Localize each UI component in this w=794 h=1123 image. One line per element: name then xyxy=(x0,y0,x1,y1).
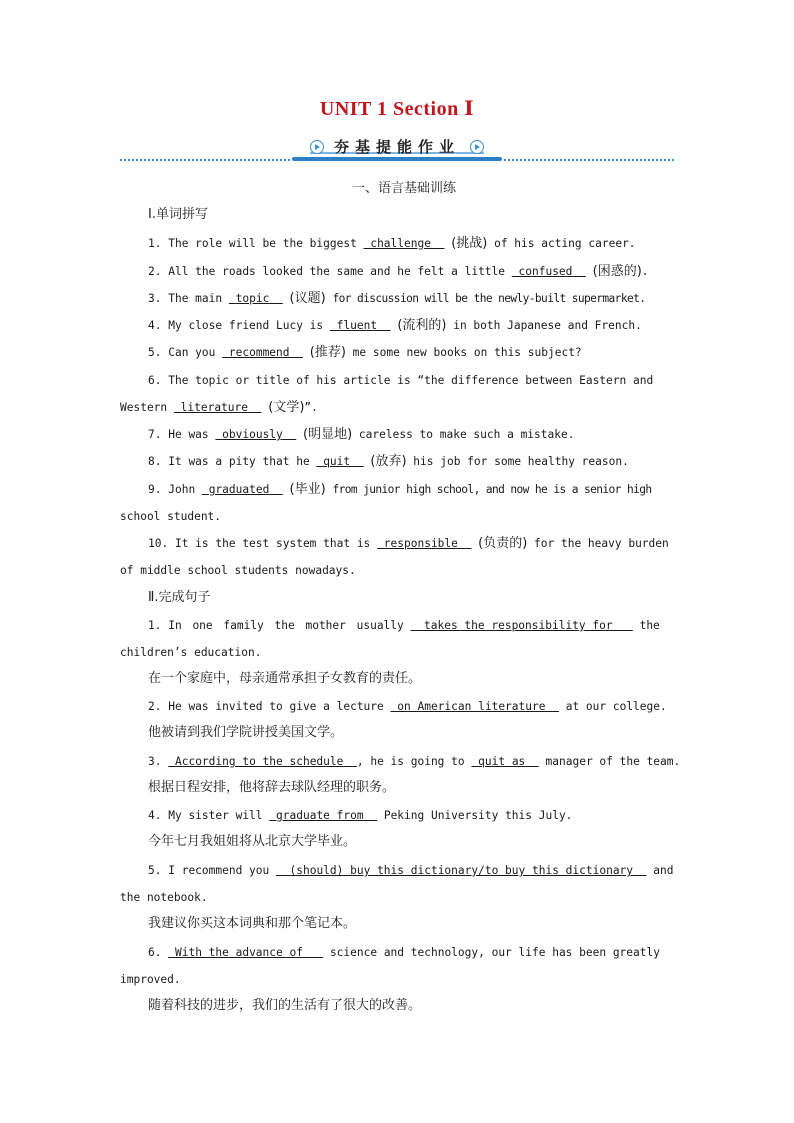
page-title: UNIT 1 Section Ⅰ xyxy=(319,98,475,120)
exercise-item: 4. My close friend Lucy is fluent (流利的) in both Japanese and French. xyxy=(148,318,642,333)
answer-blank: quit as xyxy=(478,755,526,768)
chinese-translation: 今年七月我姐姐将从北京大学毕业。 xyxy=(148,834,357,849)
exercise-item: 6. With the advance of science and technology, our life has been greatly xyxy=(148,946,660,959)
chinese-translation: 根据日程安排，他将辞去球队经理的职务。 xyxy=(148,780,396,795)
answer-blank: on American literature xyxy=(397,700,546,713)
exercise-item: 6. The topic or title of his article is “the difference between Eastern and xyxy=(148,374,654,387)
exercise-item: 5. Can you recommend (推荐) me some new books on this subject? xyxy=(148,345,582,360)
exercise-item-continued: of middle school students nowadays. xyxy=(120,564,356,577)
banner-label: 夯基提能作业 xyxy=(333,138,460,156)
exercise-item: 8. It was a pity that he quit (放弃) his job for some healthy reason. xyxy=(148,454,629,469)
banner-bar xyxy=(292,157,502,161)
answer-blank: obviously xyxy=(222,428,283,441)
exercise-item: 7. He was obviously (明显地) careless to make such a mistake. xyxy=(148,427,575,442)
exercise-item-continued: Western literature (文学)”. xyxy=(120,400,318,415)
exercise-item: 1. The role will be the biggest challenge (挑战) of his acting career. xyxy=(148,236,636,251)
exercise-item-continued: the notebook. xyxy=(120,891,208,904)
answer-blank: responsible xyxy=(383,537,458,550)
exercise-item-continued: children’s education. xyxy=(120,646,262,659)
exercise-item: 1. In one family the mother usually takes the responsibility for the xyxy=(148,619,660,632)
answer-blank: According to the schedule xyxy=(174,755,344,768)
exercise-item: 4. My sister will graduate from Peking University this July. xyxy=(148,809,573,822)
exercise-item: 9. John graduated (毕业) from junior high school, and now he is a senior high xyxy=(148,482,652,497)
answer-blank: quit xyxy=(323,455,351,468)
chinese-translation: 我建议你买这本词典和那个笔记本。 xyxy=(148,916,357,931)
section-heading: Ⅱ.完成句子 xyxy=(148,590,211,605)
answer-blank: graduated xyxy=(208,483,270,496)
answer-blank: takes the responsibility for xyxy=(424,619,613,632)
exercise-item: 10. It is the test system that is responsible (负责的) for the heavy burden xyxy=(148,536,669,551)
section-banner xyxy=(120,138,674,164)
answer-blank: With the advance of xyxy=(174,946,303,959)
answer-blank: literature xyxy=(180,401,249,414)
banner-right-dots xyxy=(504,159,674,161)
chinese-translation: 在一个家庭中，母亲通常承担子女教育的责任。 xyxy=(148,671,422,686)
answer-blank: confused xyxy=(518,265,573,278)
answer-blank: recommend xyxy=(228,346,290,359)
exercise-item: 2. He was invited to give a lecture on American literature at our college. xyxy=(148,700,667,713)
answer-blank: graduate from xyxy=(276,809,364,822)
exercise-item: 3. According to the schedule , he is going to quit as manager of the team. xyxy=(148,755,681,768)
exercise-item-continued: improved. xyxy=(120,973,181,986)
exercise-item: 5. I recommend you (should) buy this dictionary/to buy this dictionary and xyxy=(148,864,674,877)
exercise-item: 3. The main topic (议题) for discussion will be the newly-built supermarket. xyxy=(148,291,646,306)
chinese-translation: 随着科技的进步，我们的生活有了很大的改善。 xyxy=(148,998,422,1013)
chinese-translation: 他被请到我们学院讲授美国文学。 xyxy=(148,725,344,740)
exercise-item: 2. All the roads looked the same and he felt a little confused (困惑的). xyxy=(148,264,649,279)
exercise-item-continued: school student. xyxy=(120,510,222,523)
section-heading: Ⅰ.单词拼写 xyxy=(148,207,208,222)
answer-blank: topic xyxy=(235,292,270,305)
answer-blank: (should) buy this dictionary/to buy this dictionary xyxy=(289,864,634,877)
part-heading: 一、语言基础训练 xyxy=(352,181,457,196)
answer-blank: challenge xyxy=(370,237,431,250)
answer-blank: fluent xyxy=(336,319,378,332)
banner-left-dots xyxy=(120,159,290,161)
